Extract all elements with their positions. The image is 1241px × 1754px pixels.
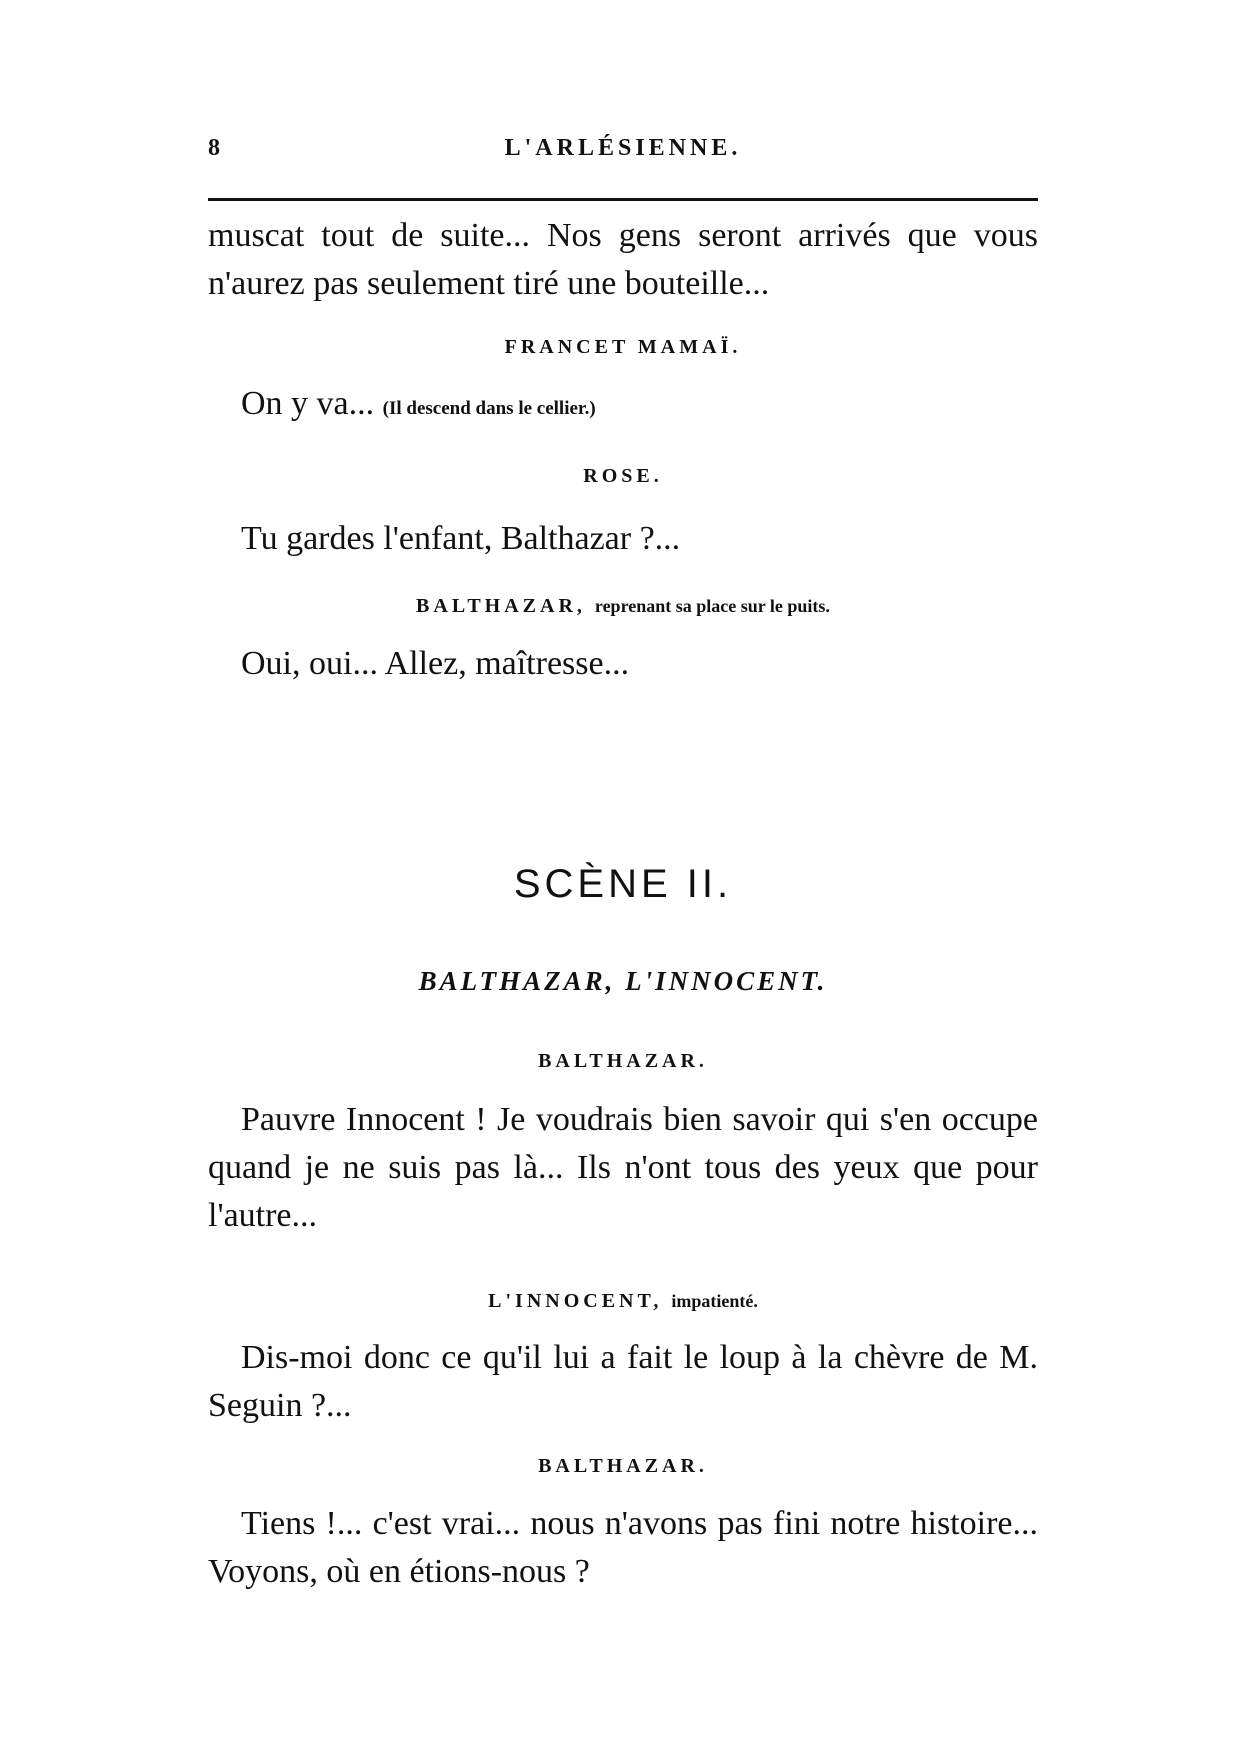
page-header (208, 135, 1038, 169)
stage-direction: (Il descend dans le cellier.) (382, 398, 596, 419)
scene-title: SCÈNE II. (513, 862, 733, 906)
header-rule (208, 198, 1038, 201)
speaker-innocent (208, 1290, 1038, 1313)
cast-list: BALTHAZAR, L'INNOCENT. (418, 966, 828, 996)
line-francet (208, 380, 1038, 433)
line-balthazar: Tiens !... c'est vrai... nous n'avons pas fini notre histoire... Voyons, où en étions-nous ? (208, 1505, 1038, 1590)
line-balthazar: Pauvre Innocent ! Je voudrais bien savoir qui s'en occupe quand je ne suis pas là... Ils n'ont tous des yeux que pour l'autre... (208, 1101, 1038, 1234)
speaker-balthazar: BALTHAZAR. (538, 1050, 708, 1072)
line-innocent: Dis-moi donc ce qu'il lui a fait le loup à la chèvre de M. Seguin ?... (208, 1339, 1038, 1424)
speaker-innocent-direction: impatienté. (671, 1291, 758, 1311)
paragraph-continuation: muscat tout de suite... Nos gens seront arrivés que vous n'aurez pas seulement tiré une bouteille... (208, 217, 1038, 302)
speaker-balthazar: BALTHAZAR. (538, 1455, 708, 1477)
speaker-balthazar (208, 595, 1038, 618)
running-title: L'ARLÉSIENNE. (504, 135, 742, 161)
line-rose: Tu gardes l'enfant, Balthazar ?... (241, 520, 681, 557)
page-number: 8 (208, 135, 220, 161)
speaker-balthazar-direction: reprenant sa place sur le puits. (594, 596, 830, 616)
speaker-innocent-name: L'INNOCENT, (488, 1290, 663, 1312)
line-francet-text: On y va... (241, 385, 375, 422)
line-balthazar: Oui, oui... Allez, maîtresse... (241, 645, 630, 682)
speaker-rose: ROSE. (583, 465, 663, 487)
speaker-francet: FRANCET MAMAÏ. (504, 336, 742, 358)
speaker-balthazar-name: BALTHAZAR, (416, 595, 586, 617)
